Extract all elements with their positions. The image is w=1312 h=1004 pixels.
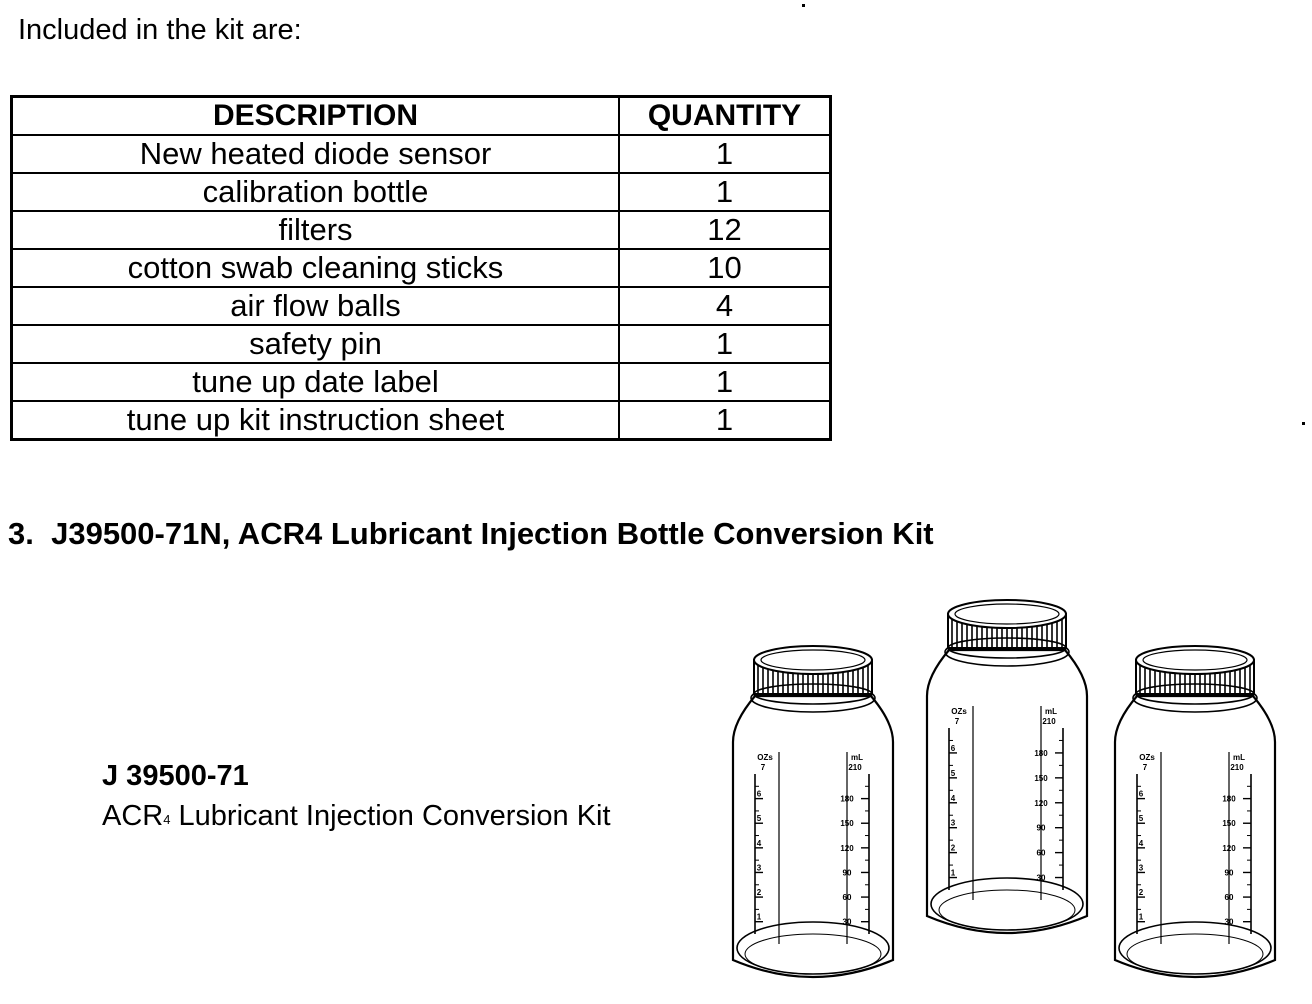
row-description: tune up kit instruction sheet [12, 401, 620, 440]
ml-top-label: 210 [1230, 763, 1244, 772]
row-quantity: 1 [619, 401, 831, 440]
row-description: air flow balls [12, 287, 620, 325]
scan-speck [1302, 422, 1305, 425]
oz-tick-label: 6 [950, 743, 956, 753]
row-quantity: 1 [619, 135, 831, 173]
ml-tick-label: 30 [1224, 917, 1234, 927]
ml-tick-label: 150 [1222, 819, 1236, 829]
row-quantity: 1 [619, 173, 831, 211]
ml-tick-label: 120 [1222, 843, 1236, 853]
table-row [12, 363, 831, 401]
ml-unit-label: mL [1045, 707, 1057, 716]
table-row [12, 135, 831, 173]
table-row [12, 401, 831, 440]
ml-tick-label: 180 [1222, 794, 1236, 804]
section-title: J39500-71N, ACR4 Lubricant Injection Bottle Conversion Kit [51, 516, 934, 551]
oz-tick-label: 1 [756, 912, 762, 922]
oz-tick-label: 4 [950, 793, 956, 803]
header-description: DESCRIPTION [12, 97, 620, 136]
ml-tick-label: 120 [840, 843, 854, 853]
oz-tick-label: 4 [1138, 838, 1144, 848]
ml-tick-label: 90 [842, 868, 852, 878]
intro-text: Included in the kit are: [18, 14, 302, 46]
ml-tick-label: 90 [1036, 823, 1046, 833]
row-quantity: 12 [619, 211, 831, 249]
oz-tick-label: 5 [950, 768, 956, 778]
ml-tick-label: 30 [1036, 873, 1046, 883]
table-row [12, 173, 831, 211]
oz-top-label: 7 [954, 717, 960, 726]
row-quantity: 10 [619, 249, 831, 287]
kit-name-prefix: ACR [102, 800, 164, 832]
ml-tick-label: 180 [1034, 748, 1048, 758]
oz-tick-label: 3 [950, 818, 956, 828]
oz-tick-label: 2 [756, 888, 762, 898]
row-description: New heated diode sensor [12, 135, 620, 173]
oz-tick-label: 3 [756, 863, 762, 873]
oz-unit-label: OZs [1139, 753, 1155, 762]
row-quantity: 1 [619, 363, 831, 401]
row-description: cotton swab cleaning sticks [12, 249, 620, 287]
ml-tick-label: 180 [840, 794, 854, 804]
bottles-illustration [725, 592, 1305, 997]
ml-tick-label: 60 [842, 893, 852, 903]
oz-tick-label: 2 [1138, 888, 1144, 898]
row-description: tune up date label [12, 363, 620, 401]
section-heading [8, 516, 934, 552]
ml-top-label: 210 [848, 763, 862, 772]
section-number: 3. [8, 516, 34, 551]
ml-tick-label: 60 [1036, 848, 1046, 858]
part-number: J 39500-71 [102, 760, 249, 792]
oz-tick-label: 1 [1138, 912, 1144, 922]
table-row [12, 249, 831, 287]
oz-tick-label: 5 [1138, 814, 1144, 824]
row-description: calibration bottle [12, 173, 620, 211]
ml-top-label: 210 [1042, 717, 1056, 726]
bottle [733, 646, 893, 977]
row-description: filters [12, 211, 620, 249]
ml-unit-label: mL [851, 753, 863, 762]
oz-tick-label: 6 [1138, 789, 1144, 799]
ml-tick-label: 150 [1034, 773, 1048, 783]
row-description: safety pin [12, 325, 620, 363]
ml-tick-label: 90 [1224, 868, 1234, 878]
bottle [1115, 646, 1275, 977]
ml-tick-label: 60 [1224, 893, 1234, 903]
figure-caption [102, 756, 611, 836]
oz-tick-label: 3 [1138, 863, 1144, 873]
oz-tick-label: 6 [756, 789, 762, 799]
table-row [12, 325, 831, 363]
ml-tick-label: 30 [842, 917, 852, 927]
bottle [927, 600, 1087, 933]
oz-unit-label: OZs [951, 707, 967, 716]
ml-tick-label: 120 [1034, 798, 1048, 808]
kit-name-rest: Lubricant Injection Conversion Kit [170, 800, 611, 832]
oz-tick-label: 4 [756, 838, 762, 848]
ml-unit-label: mL [1233, 753, 1245, 762]
kit-name-superscript: 4 [163, 812, 171, 827]
row-quantity: 1 [619, 325, 831, 363]
scan-speck [802, 4, 805, 7]
oz-tick-label: 1 [950, 868, 956, 878]
table-header-row [12, 97, 831, 136]
oz-unit-label: OZs [757, 753, 773, 762]
kit-contents-table [10, 95, 832, 441]
oz-tick-label: 5 [756, 814, 762, 824]
kit-name [102, 796, 611, 836]
header-quantity: QUANTITY [619, 97, 831, 136]
oz-top-label: 7 [1142, 763, 1148, 772]
table-row [12, 287, 831, 325]
oz-top-label: 7 [760, 763, 766, 772]
ml-tick-label: 150 [840, 819, 854, 829]
table-row [12, 211, 831, 249]
row-quantity: 4 [619, 287, 831, 325]
oz-tick-label: 2 [950, 843, 956, 853]
